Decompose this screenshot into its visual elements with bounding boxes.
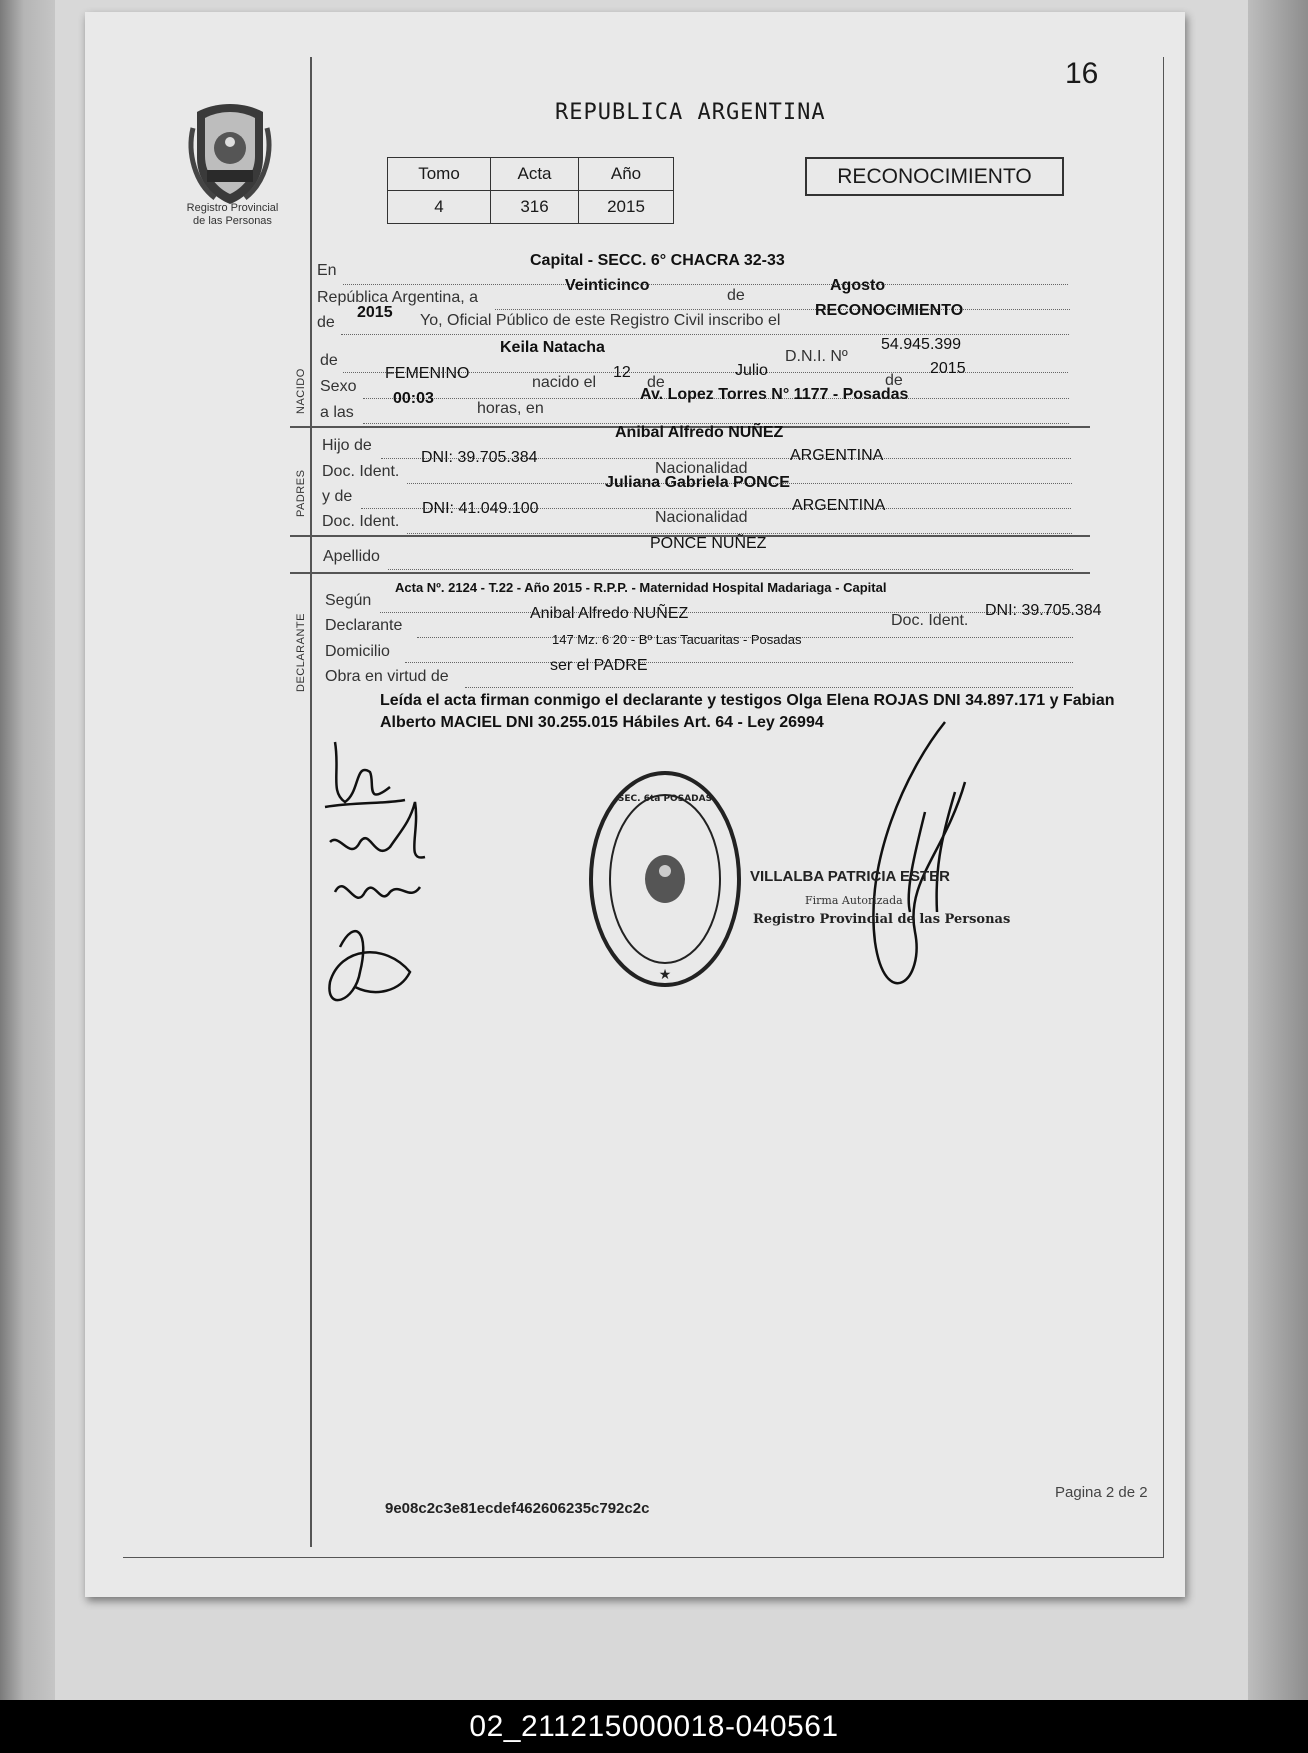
field-lugar: Capital - SECC. 6° CHACRA 32-33 [530, 252, 785, 269]
field-nac-anio: 2015 [930, 360, 966, 377]
official-seal [585, 767, 745, 992]
binder-edge [0, 0, 60, 1700]
table-value-tomo: 4 [388, 191, 491, 224]
side-label-nacido: NACIDO [295, 368, 307, 414]
svg-text:★: ★ [658, 966, 672, 982]
closing-statement: Leída el acta firman conmigo el declarante y testigos Olga Elena ROJAS DNI 34.897.171 y Fabian Alberto MACIEL DNI 30.255.015 Hábiles Art. 64 - Ley 26994 [380, 692, 1115, 731]
field-hora: 00:03 [393, 390, 434, 407]
field-sexo: FEMENINO [385, 365, 470, 382]
provincial-emblem-icon [185, 98, 275, 208]
field-nac-mes: Julio [735, 362, 768, 379]
label-republica: República Argentina, a [317, 289, 478, 306]
field-mes: Agosto [830, 277, 886, 294]
field-nac-dia: 12 [613, 364, 631, 381]
field-dni: 54.945.399 [881, 336, 962, 353]
scan-id-footer: 02_211215000018-040561 [0, 1700, 1308, 1753]
field-obra: ser el PADRE [550, 657, 648, 674]
side-label-declarante: DECLARANTE [295, 613, 307, 692]
field-padre-nac: ARGENTINA [790, 447, 884, 464]
field-declarante: Anibal Alfredo NUÑEZ [530, 605, 689, 622]
page-number: 16 [1065, 57, 1099, 90]
field-domicilio: 147 Mz. 6 20 - Bº Las Tacuaritas - Posadas [552, 632, 802, 647]
official-name: VILLALBA PATRICIA ESTER [750, 868, 950, 885]
margin-line [310, 57, 312, 1547]
official-role: Firma Autorizada [805, 894, 903, 907]
field-dia: Veinticinco [565, 277, 650, 294]
field-segun: Acta Nº. 2124 - T.22 - Año 2015 - R.P.P. - Maternidad Hospital Madariaga - Capital [395, 580, 887, 595]
page-indicator: Pagina 2 de 2 [1055, 1484, 1148, 1501]
official-signature [845, 712, 985, 1012]
table-header-acta: Acta [491, 158, 579, 191]
field-lugar-nac: Av. Lopez Torres N° 1177 - Posadas [640, 386, 909, 403]
document-hash: 9e08c2c3e81ecdef462606235c792c2c [385, 1500, 650, 1517]
table-header-tomo: Tomo [388, 158, 491, 191]
scan-right-edge [1248, 0, 1308, 1700]
table-header-anio: Año [579, 158, 674, 191]
field-madre-nac: ARGENTINA [792, 497, 886, 514]
field-declarante-doc: DNI: 39.705.384 [985, 602, 1102, 619]
label-yo: Yo, Oficial Público de este Registro Civil inscribo el [420, 312, 781, 329]
field-padre-doc: DNI: 39.705.384 [421, 449, 538, 466]
certificate-sheet: 16 REPUBLICA ARGENTINA Registro Provincial de las Personas Tomo Acta Año 4 316 2015 RECONOCIMIENTO En Capital - SECC. 6° CHACRA 32-33 República Argentina, a Veinticinco de Agosto de 2015 Yo, Oficial Público de este Registro Civil inscribo el RECONOCIMIENTO NACIDO de Keila Natacha D.N.I. Nº 54.945.399 Sexo FEMENINO nacido el 12 de Julio de 2015 a las 00:03 horas, en Av. Lopez Torres N° 1177 - Posadas PADRES Hijo de Anibal Alfredo NUÑEZ Doc. Ident. DNI: 39.705.384 Nacionalidad ARGENTINA y de Juliana Gabriela PONCE Doc. Ident. DNI: 41.049.100 Nacionalidad ARGENTINA Apellido PONCE NUÑEZ DECLARANTE Según Acta Nº. 2124 - T.22 - Año 2015 - R.P.P. - Maternidad Hospital Madariaga - Capital Declarante Anibal Alfredo NUÑEZ Doc. Ident. DNI: 39.705.384 Domicilio 147 Mz. 6 20 - Bº Las Tacuaritas - Posadas Obra en virtud de ser el PADRE Leída el acta firman conmigo el declarante y testigos Olga Elena ROJAS DNI 34.897.171 y Fabian Alberto MACIEL DNI 30.255.015 Hábiles Art. 64 - Ley 26994 SEC. 6ta POSADAS ★ VILLALBA PATRICIA ESTER Firma Autorizada Registro Provincial de las Personas 9e08c2c3e81ecdef462606235c792c2c Pagina 2 de 2 [85, 12, 1185, 1597]
label-dni: D.N.I. Nº [785, 348, 848, 365]
document-title: REPUBLICA ARGENTINA [555, 100, 826, 125]
table-value-acta: 316 [491, 191, 579, 224]
field-tipo: RECONOCIMIENTO [815, 302, 964, 319]
table-value-anio: 2015 [579, 191, 674, 224]
field-anio: 2015 [357, 304, 393, 321]
field-padre: Anibal Alfredo NUÑEZ [615, 424, 784, 441]
field-madre-doc: DNI: 41.049.100 [422, 500, 539, 517]
field-apellido: PONCE NUÑEZ [650, 535, 767, 552]
field-nombre: Keila Natacha [500, 339, 605, 356]
field-madre: Juliana Gabriela PONCE [605, 474, 790, 491]
registry-label: Registro Provincial de las Personas [186, 202, 279, 227]
record-table [387, 157, 674, 224]
official-office: Registro Provincial de las Personas [753, 912, 1011, 927]
act-type-box: RECONOCIMIENTO [805, 157, 1064, 196]
svg-text:SEC. 6ta POSADAS: SEC. 6ta POSADAS [617, 794, 713, 804]
label-en: En [317, 262, 337, 279]
witness-signatures [315, 732, 455, 1032]
side-label-padres: PADRES [295, 469, 307, 517]
